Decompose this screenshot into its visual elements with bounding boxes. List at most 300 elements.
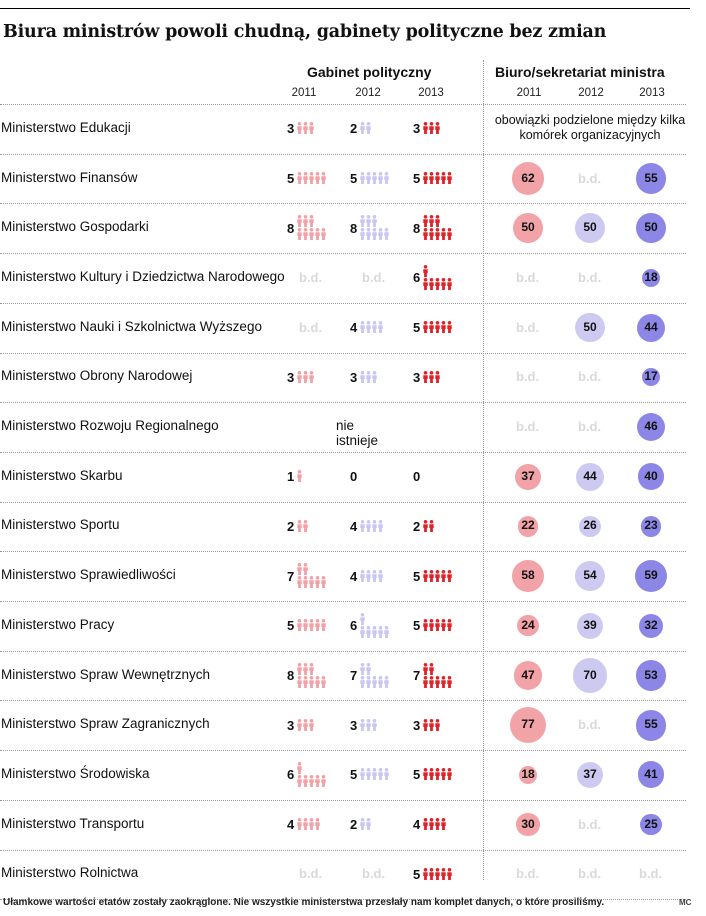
people-stack [423, 215, 453, 241]
people-row [297, 520, 309, 532]
people-row [360, 626, 390, 638]
people-stack [360, 215, 390, 241]
person-icon [378, 676, 383, 688]
person-icon [303, 775, 308, 787]
person-icon [423, 719, 428, 731]
column-separator [483, 60, 484, 880]
people-row [423, 768, 453, 780]
person-icon [372, 215, 377, 227]
top-rule [0, 8, 690, 9]
bureau-value: 55 [644, 717, 658, 732]
cabinet-year-2013: 2013 [418, 87, 444, 99]
people-stack [423, 321, 453, 334]
cabinet-value: 3 [287, 717, 295, 733]
person-icon [303, 563, 308, 575]
people-stack [297, 520, 309, 533]
cabinet-cell [350, 812, 372, 838]
cabinet-value: 5 [287, 171, 295, 187]
cabinet-cell [413, 464, 423, 490]
cabinet-value: 0 [413, 469, 421, 485]
row-divider [0, 601, 686, 602]
person-icon [372, 676, 377, 688]
cabinet-value: 3 [287, 121, 295, 137]
person-icon [360, 520, 365, 532]
ministry-label: Ministerstwo Skarbu [1, 467, 123, 483]
person-icon [321, 228, 326, 240]
no-data-label: b.d. [516, 369, 540, 385]
person-icon [366, 520, 371, 532]
cabinet-cell [350, 563, 384, 589]
ministry-label: Ministerstwo Edukacji [1, 119, 131, 135]
person-icon [378, 172, 383, 184]
cabinet-cell [413, 812, 447, 838]
row-divider [0, 203, 686, 204]
no-data-label: b.d. [578, 419, 602, 435]
no-data-label: b.d. [299, 866, 323, 882]
people-stack [360, 613, 390, 639]
person-icon [297, 371, 302, 383]
ministry-label: Ministerstwo Rolnictwa [1, 865, 139, 881]
no-data-label: b.d. [578, 717, 602, 733]
people-row [360, 768, 390, 780]
no-data-label: b.d. [299, 319, 323, 335]
person-icon [309, 228, 314, 240]
person-icon [366, 228, 371, 240]
person-icon [429, 278, 434, 290]
bureau-value: 37 [521, 468, 535, 483]
person-icon [360, 768, 365, 780]
people-row [423, 570, 453, 582]
person-icon [378, 570, 383, 582]
person-icon [303, 520, 308, 532]
no-data-label: b.d. [362, 269, 386, 285]
bureau-value: 26 [583, 518, 597, 533]
people-stack [423, 122, 441, 135]
person-icon [297, 619, 302, 631]
ministry-label: Ministerstwo Rozwoju Regionalnego [1, 418, 219, 434]
bureau-value: 44 [583, 468, 597, 483]
person-icon [429, 676, 434, 688]
people-row [297, 762, 327, 774]
people-stack [297, 762, 327, 788]
cabinet-value: 5 [287, 618, 295, 634]
person-icon [435, 371, 440, 383]
person-icon [360, 371, 365, 383]
person-icon [321, 576, 326, 588]
cabinet-cell [350, 166, 390, 192]
people-stack [423, 265, 453, 291]
bureau-value: 32 [644, 617, 658, 632]
person-icon [303, 122, 308, 134]
people-stack [423, 520, 435, 533]
person-icon [303, 676, 308, 688]
cabinet-value: 3 [413, 369, 421, 385]
person-icon [441, 228, 446, 240]
people-row [423, 520, 435, 532]
cabinet-cell [413, 315, 453, 341]
person-icon [297, 818, 302, 830]
person-icon [309, 122, 314, 134]
cabinet-value: 5 [413, 568, 421, 584]
bureau-value: 62 [521, 170, 535, 185]
bureau-value: 55 [644, 170, 658, 185]
person-icon [447, 868, 452, 880]
cabinet-cell [287, 812, 321, 838]
person-icon [423, 520, 428, 532]
people-stack [423, 719, 441, 732]
person-icon [315, 818, 320, 830]
cabinet-cell [287, 215, 327, 241]
person-icon [435, 321, 440, 333]
cabinet-value: 7 [350, 668, 358, 684]
person-icon [366, 172, 371, 184]
cabinet-year-2012: 2012 [355, 87, 381, 99]
cabinet-value: 4 [413, 817, 421, 833]
person-icon [423, 818, 428, 830]
cabinet-cell [413, 116, 441, 142]
person-icon [360, 676, 365, 688]
cabinet-value: 3 [350, 369, 358, 385]
row-divider [0, 253, 686, 254]
no-data-label: b.d. [516, 269, 540, 285]
people-stack [360, 818, 372, 831]
person-icon [303, 172, 308, 184]
person-icon [429, 371, 434, 383]
row-divider [0, 452, 686, 453]
people-row [423, 321, 453, 333]
bureau-value: 77 [521, 717, 535, 732]
cabinet-cell [287, 563, 327, 589]
cabinet-value: 1 [287, 469, 295, 485]
person-icon [423, 278, 428, 290]
bureau-value: 47 [521, 667, 535, 682]
person-icon [372, 570, 377, 582]
cabinet-value: 5 [350, 767, 358, 783]
person-icon [429, 768, 434, 780]
person-icon [297, 228, 302, 240]
bureau-value: 70 [583, 667, 597, 682]
person-icon [309, 215, 314, 227]
people-stack [297, 470, 303, 483]
people-stack [360, 321, 384, 334]
cabinet-cell [413, 762, 453, 788]
person-icon [309, 818, 314, 830]
person-icon [366, 626, 371, 638]
ministry-label: Ministerstwo Gospodarki [1, 219, 149, 235]
people-row [423, 663, 453, 675]
cabinet-value: 6 [413, 270, 421, 286]
people-stack [360, 719, 378, 732]
people-stack [297, 663, 327, 689]
people-stack [423, 570, 453, 583]
person-icon [309, 676, 314, 688]
person-icon [297, 663, 302, 675]
person-icon [360, 719, 365, 731]
people-stack [423, 868, 453, 881]
cabinet-value: 8 [413, 220, 421, 236]
person-icon [297, 576, 302, 588]
bureau-value: 44 [644, 319, 658, 334]
cabinet-value: 2 [350, 121, 358, 137]
cabinet-cell [413, 166, 453, 192]
people-stack [297, 122, 315, 135]
person-icon [423, 228, 428, 240]
cabinet-value: 6 [287, 767, 295, 783]
person-icon [366, 676, 371, 688]
people-stack [360, 768, 390, 781]
ministry-label: Ministerstwo Transportu [1, 815, 145, 831]
bureau-value: 25 [644, 816, 658, 831]
person-icon [297, 172, 302, 184]
people-row [297, 228, 327, 240]
people-row [297, 470, 303, 482]
person-icon [360, 321, 365, 333]
person-icon [423, 371, 428, 383]
person-icon [372, 172, 377, 184]
cabinet-value: 7 [287, 568, 295, 584]
person-icon [447, 768, 452, 780]
bureau-year-2013: 2013 [639, 87, 665, 99]
ministry-label: Ministerstwo Spraw Zagranicznych [1, 716, 210, 732]
person-icon [372, 768, 377, 780]
person-icon [441, 619, 446, 631]
person-icon [429, 122, 434, 134]
person-icon [366, 122, 371, 134]
people-row [297, 122, 315, 134]
row-divider [0, 502, 686, 503]
person-icon [321, 775, 326, 787]
people-row [360, 719, 378, 731]
ministry-label: Ministerstwo Spraw Wewnętrznych [1, 666, 211, 682]
person-icon [384, 676, 389, 688]
person-icon [297, 719, 302, 731]
person-icon [360, 228, 365, 240]
cabinet-cell [287, 364, 315, 390]
person-icon [435, 122, 440, 134]
people-row [360, 215, 390, 227]
person-icon [303, 215, 308, 227]
person-icon [378, 520, 383, 532]
cabinet-cell [413, 364, 441, 390]
person-icon [435, 172, 440, 184]
person-icon [360, 663, 365, 675]
bureau-value: 24 [521, 617, 535, 632]
people-row [360, 321, 384, 333]
person-icon [360, 613, 365, 625]
people-row [360, 663, 390, 675]
cabinet-cell [413, 265, 453, 291]
people-row [297, 371, 315, 383]
people-stack [360, 122, 372, 135]
bureau-value: 18 [644, 269, 658, 284]
people-stack [297, 719, 315, 732]
person-icon [321, 172, 326, 184]
people-row [423, 172, 453, 184]
person-icon [378, 768, 383, 780]
people-row [423, 818, 447, 830]
people-row [297, 818, 321, 830]
no-data-label: b.d. [362, 866, 386, 882]
person-icon [315, 676, 320, 688]
cabinet-value: 4 [350, 518, 358, 534]
row-divider [0, 551, 686, 552]
no-data-label: b.d. [578, 269, 602, 285]
person-icon [447, 321, 452, 333]
people-stack [360, 172, 390, 185]
no-data-label: b.d. [578, 816, 602, 832]
cabinet-group-title: Gabinet polityczny [307, 64, 432, 80]
person-icon [429, 172, 434, 184]
bureau-value: 23 [644, 518, 658, 533]
person-icon [297, 215, 302, 227]
people-row [297, 719, 315, 731]
people-row [423, 265, 453, 277]
people-row [423, 868, 453, 880]
chart-title: Biura ministrów powoli chudną, gabinety polityczne bez zmian [3, 22, 607, 42]
person-icon [372, 321, 377, 333]
ministry-label: Ministerstwo Nauki i Szkolnictwa Wyższego [1, 318, 262, 334]
person-icon [366, 570, 371, 582]
person-icon [429, 818, 434, 830]
no-data-label: b.d. [578, 369, 602, 385]
person-icon [360, 215, 365, 227]
person-icon [429, 619, 434, 631]
people-row [360, 172, 390, 184]
row-divider [0, 700, 686, 701]
person-icon [429, 215, 434, 227]
bureau-value: 46 [644, 419, 658, 434]
people-stack [423, 619, 453, 632]
person-icon [297, 122, 302, 134]
people-row [297, 775, 327, 787]
person-icon [435, 215, 440, 227]
cabinet-cell [287, 513, 309, 539]
person-icon [309, 172, 314, 184]
people-row [423, 676, 453, 688]
people-row [360, 613, 390, 625]
person-icon [435, 228, 440, 240]
person-icon [297, 520, 302, 532]
person-icon [441, 570, 446, 582]
cabinet-value: 5 [413, 866, 421, 882]
person-icon [321, 676, 326, 688]
person-icon [423, 676, 428, 688]
cabinet-cell [350, 215, 390, 241]
person-icon [303, 371, 308, 383]
cabinet-cell [350, 712, 378, 738]
people-row [423, 619, 453, 631]
cabinet-year-2011: 2011 [291, 87, 317, 99]
row-divider [0, 750, 686, 751]
person-icon [435, 868, 440, 880]
person-icon [309, 576, 314, 588]
cabinet-value: 8 [287, 220, 295, 236]
row-divider [0, 800, 686, 801]
no-data-label: b.d. [516, 419, 540, 435]
people-row [297, 619, 327, 631]
person-icon [441, 868, 446, 880]
person-icon [309, 371, 314, 383]
row-divider [0, 651, 686, 652]
cabinet-cell [350, 613, 390, 639]
bureau-value: 41 [644, 766, 658, 781]
person-icon [441, 818, 446, 830]
person-icon [366, 663, 371, 675]
person-icon [303, 719, 308, 731]
cabinet-cell [413, 563, 453, 589]
people-stack [297, 619, 327, 632]
people-stack [423, 172, 453, 185]
person-icon [315, 775, 320, 787]
people-row [360, 228, 390, 240]
person-icon [435, 818, 440, 830]
person-icon [447, 172, 452, 184]
cabinet-cell [287, 663, 327, 689]
bureau-group-title: Biuro/sekretariat ministra [495, 64, 665, 80]
person-icon [309, 619, 314, 631]
bureau-value: 40 [644, 468, 658, 483]
people-stack [297, 563, 327, 589]
ministry-label: Ministerstwo Środowiska [1, 765, 150, 781]
cabinet-cell [350, 116, 372, 142]
ministry-label: Ministerstwo Sportu [1, 517, 120, 533]
people-row [360, 122, 372, 134]
person-icon [372, 626, 377, 638]
cabinet-value: 2 [287, 518, 295, 534]
cabinet-value: 2 [350, 817, 358, 833]
person-icon [435, 570, 440, 582]
ministry-label: Ministerstwo Finansów [1, 169, 138, 185]
person-icon [429, 228, 434, 240]
people-row [360, 520, 384, 532]
person-icon [372, 520, 377, 532]
footnote: Ułamkowe wartości etatów zostały zaokrąglone. Nie wszystkie ministerstwa przesłały nam komplet danych, o które prosiliśmy. [3, 897, 605, 908]
bureau-value: 54 [583, 568, 597, 583]
bureau-value: 50 [521, 220, 535, 235]
person-icon [360, 122, 365, 134]
bureau-value: 18 [521, 766, 535, 781]
credit: MC [679, 898, 692, 907]
cabinet-cell [350, 315, 384, 341]
person-icon [303, 576, 308, 588]
person-icon [423, 868, 428, 880]
person-icon [441, 278, 446, 290]
cabinet-cell [413, 613, 453, 639]
cabinet-cell [413, 663, 453, 689]
bureau-value: 50 [583, 319, 597, 334]
cabinet-value: 8 [287, 668, 295, 684]
person-icon [447, 228, 452, 240]
person-icon [303, 818, 308, 830]
cabinet-value: 3 [350, 717, 358, 733]
people-stack [423, 818, 447, 831]
ministry-label: Ministerstwo Sprawiedliwości [1, 567, 176, 583]
people-row [423, 122, 441, 134]
no-data-label: b.d. [578, 170, 602, 186]
person-icon [384, 228, 389, 240]
bureau-value: 50 [583, 220, 597, 235]
people-stack [423, 663, 453, 689]
people-row [297, 676, 327, 688]
people-stack [297, 172, 327, 185]
people-stack [360, 371, 378, 384]
person-icon [429, 663, 434, 675]
cabinet-cell [350, 513, 384, 539]
ministry-label: Ministerstwo Pracy [1, 616, 115, 632]
person-icon [429, 570, 434, 582]
person-icon [423, 663, 428, 675]
person-icon [429, 868, 434, 880]
